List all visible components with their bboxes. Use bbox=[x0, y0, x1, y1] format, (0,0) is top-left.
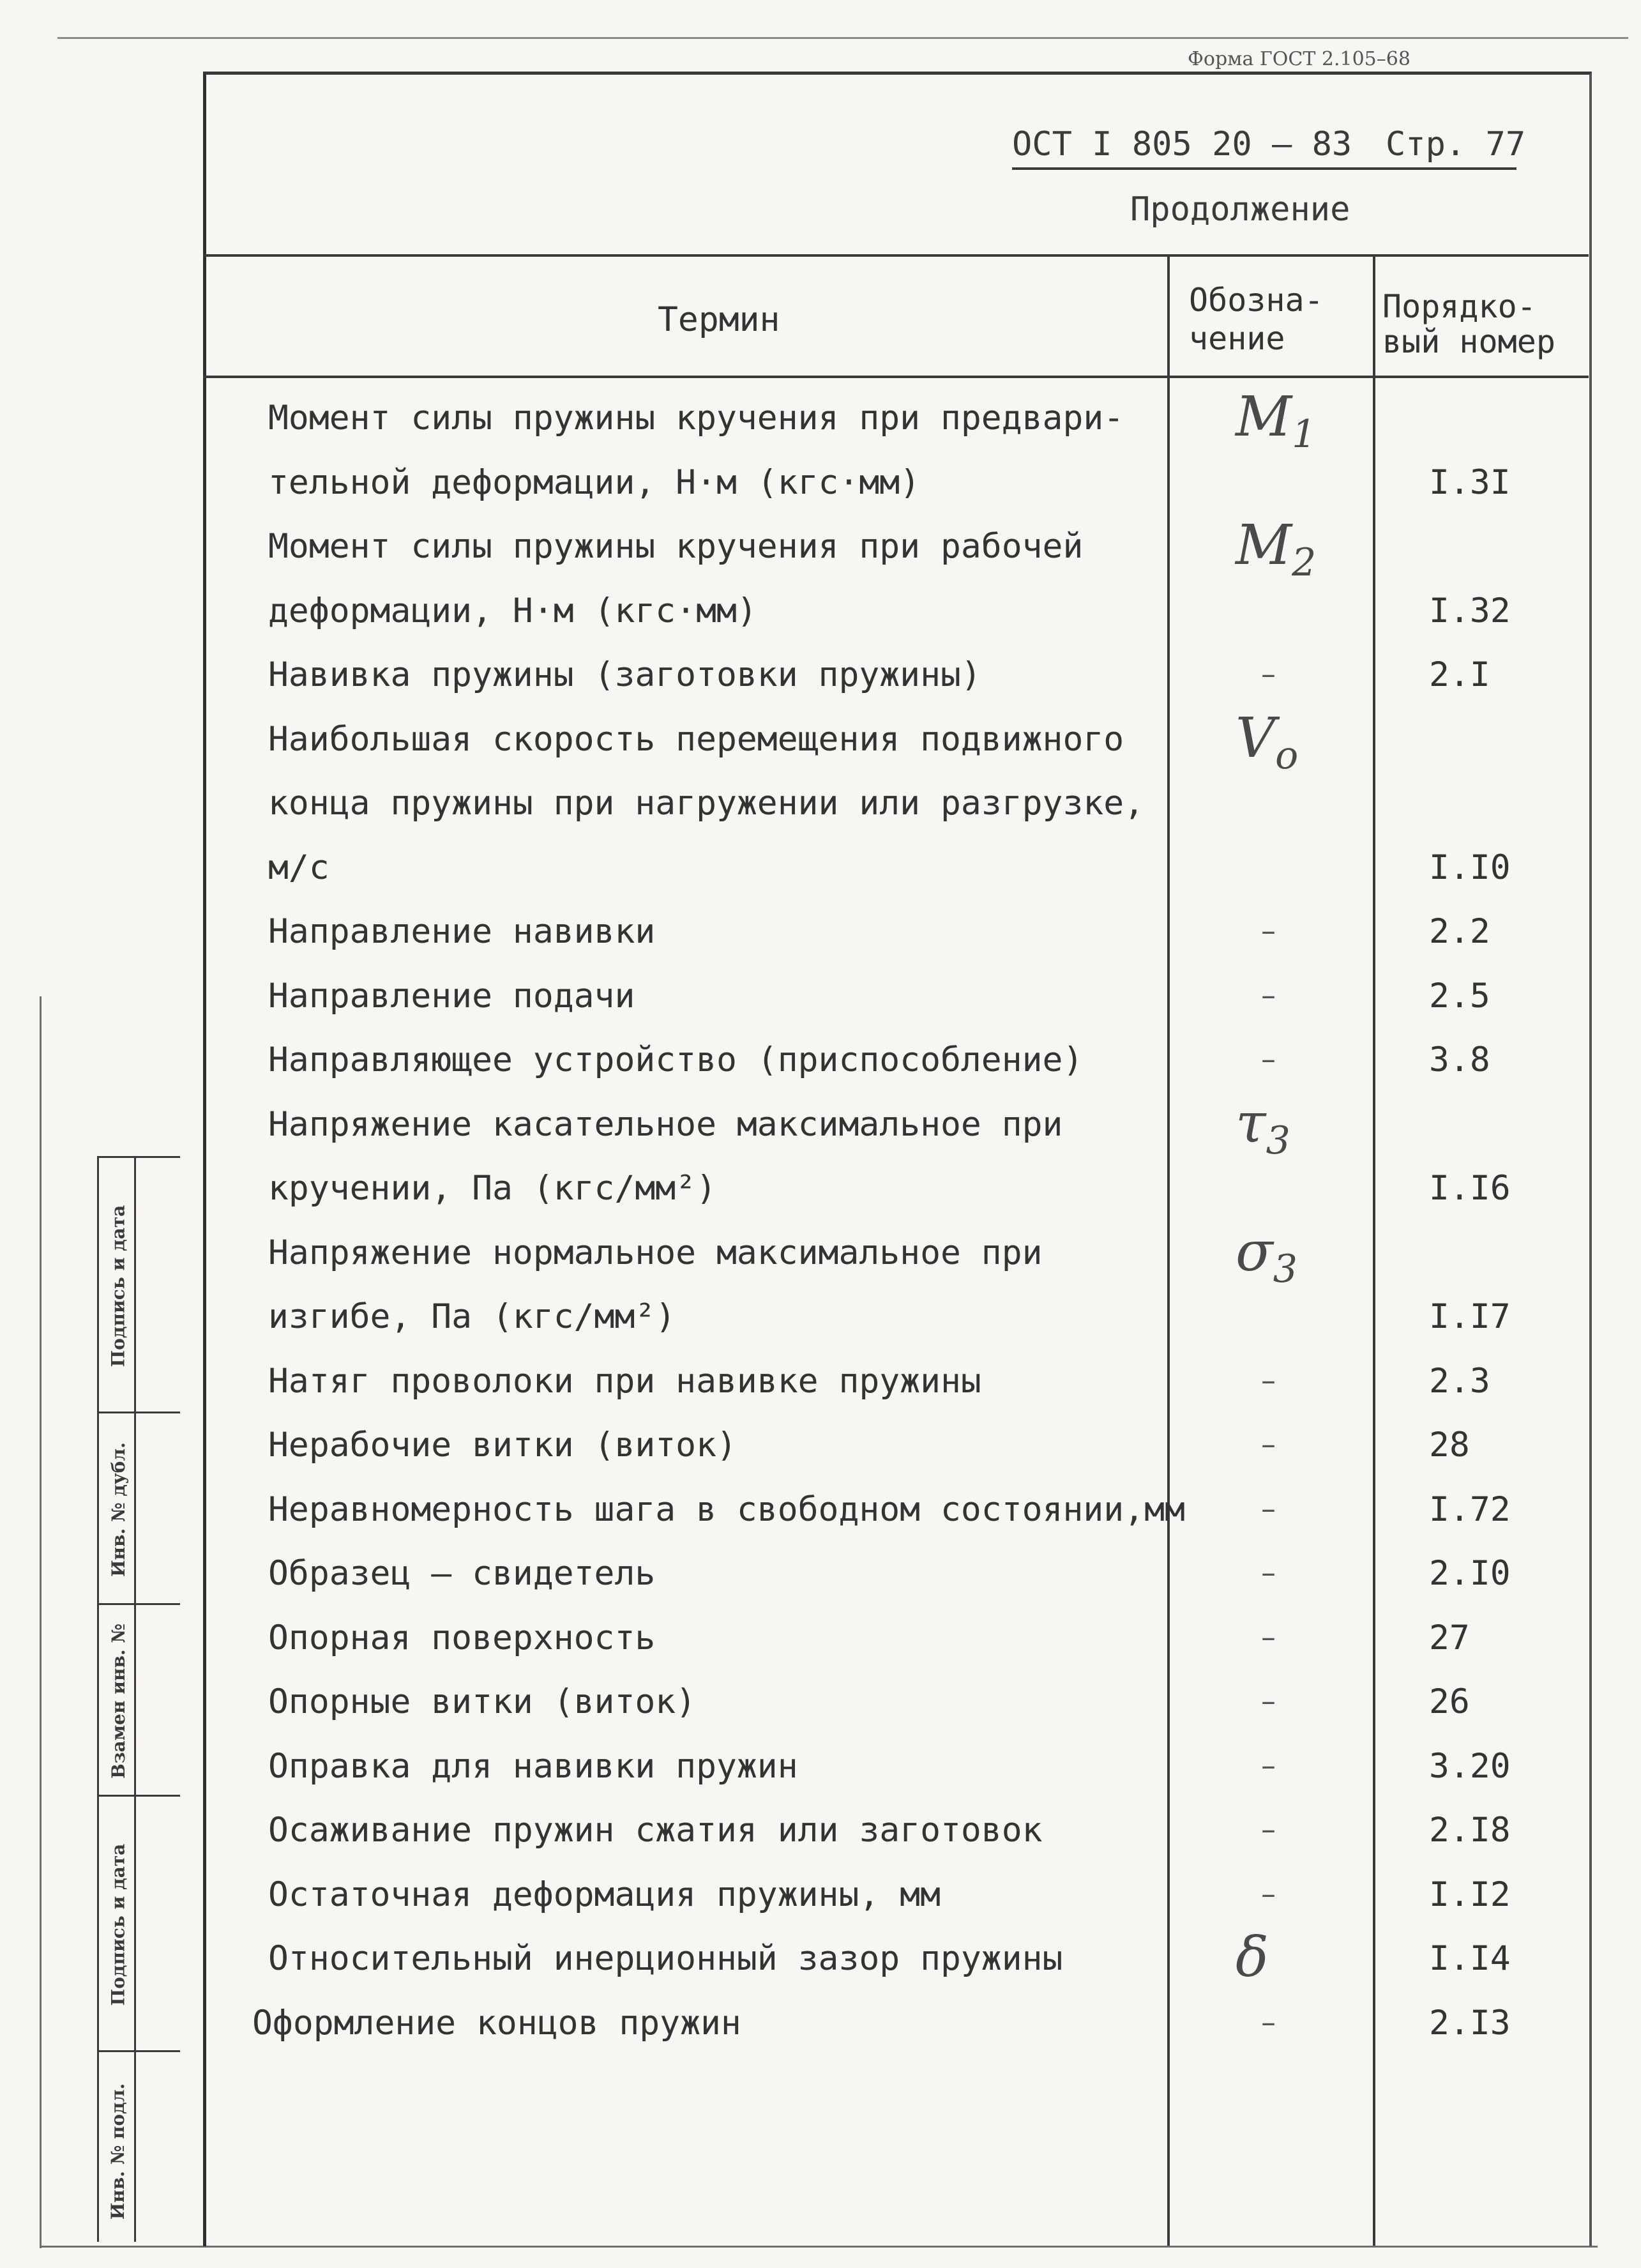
designation-dash: – bbox=[1261, 1555, 1276, 1590]
term-text: Неравномерность шага в свободном состоянии,мм bbox=[268, 1490, 1185, 1529]
ordinal-number: I.I4 bbox=[1429, 1939, 1511, 1978]
designation-dash: – bbox=[1261, 1042, 1276, 1076]
term-text: Момент силы пружины кручения при предвари- bbox=[268, 399, 1124, 438]
term-text: Навивка пружины (заготовки пружины) bbox=[268, 655, 981, 694]
term-text: изгибе, Па (кгс/мм²) bbox=[268, 1297, 676, 1336]
ordinal-number: 28 bbox=[1429, 1426, 1470, 1465]
term-text: Оправка для навивки пружин bbox=[268, 1747, 798, 1786]
designation-dash: – bbox=[1261, 657, 1276, 691]
term-text: Направляющее устройство (приспособление) bbox=[268, 1040, 1084, 1079]
stamp-cell-dup-inv bbox=[97, 1412, 180, 1605]
stamp-cell-replace-inv bbox=[97, 1603, 180, 1797]
designation-symbol bbox=[1236, 1092, 1290, 1163]
outer-frame-left bbox=[40, 996, 42, 2248]
stamp-label: Подпись и дата bbox=[107, 1205, 129, 1367]
designation-symbol bbox=[1236, 1926, 1269, 1990]
symbol-base: τ bbox=[1236, 1092, 1266, 1155]
page-frame bbox=[203, 72, 1592, 2246]
term-text: Направление навивки bbox=[268, 912, 656, 951]
column-divider-1 bbox=[1167, 254, 1170, 2246]
stamp-label: Подпись и дата bbox=[107, 1843, 129, 2005]
term-text: Момент силы пружины кручения при рабочей bbox=[268, 527, 1084, 566]
symbol-base: δ bbox=[1236, 1926, 1269, 1990]
designation-dash: – bbox=[1261, 1684, 1276, 1718]
symbol-base: M bbox=[1236, 514, 1292, 577]
term-text: Нерабочие витки (виток) bbox=[268, 1426, 737, 1465]
ordinal-number: I.I0 bbox=[1429, 848, 1511, 887]
stamp-label: Взамен инв. № bbox=[107, 1623, 129, 1779]
designation-dash: – bbox=[1261, 1491, 1276, 1526]
term-text: Наибольшая скорость перемещения подвижного bbox=[268, 720, 1124, 759]
designation-dash: – bbox=[1261, 1427, 1276, 1461]
column-header-designation-line1: Обозна- bbox=[1189, 282, 1324, 319]
term-text: Напряжение нормальное максимальное при bbox=[268, 1233, 1043, 1272]
designation-symbol bbox=[1236, 514, 1317, 585]
term-text: Относительный инерционный зазор пружины bbox=[268, 1939, 1063, 1978]
continuation-label: Продолжение bbox=[1130, 190, 1350, 229]
term-text: тельной деформации, Н·м (кгс·мм) bbox=[268, 463, 921, 502]
term-text: Натяг проволоки при навивке пружины bbox=[268, 1362, 981, 1401]
designation-symbol bbox=[1236, 1220, 1297, 1291]
ordinal-number: I.I6 bbox=[1429, 1169, 1511, 1208]
ordinal-number: I.I7 bbox=[1429, 1297, 1511, 1336]
symbol-subscript: 2 bbox=[1292, 540, 1317, 585]
ordinal-number: 26 bbox=[1429, 1682, 1470, 1721]
term-text: конца пружины при нагружении или разгрузке, bbox=[268, 784, 1145, 823]
designation-symbol bbox=[1236, 706, 1299, 778]
ordinal-number: I.32 bbox=[1429, 591, 1511, 630]
term-text: м/с bbox=[268, 848, 329, 887]
column-header-number-line1: Порядко- bbox=[1382, 288, 1536, 325]
column-header-term: Термин bbox=[658, 300, 780, 339]
table-top-border bbox=[203, 254, 1589, 257]
side-stamp bbox=[97, 1156, 180, 2255]
designation-dash: – bbox=[1261, 913, 1276, 948]
term-text: Образец – свидетель bbox=[268, 1554, 656, 1593]
ordinal-number: 2.I3 bbox=[1429, 2004, 1511, 2043]
term-text: Остаточная деформация пружины, мм bbox=[268, 1875, 941, 1914]
term-text: деформации, Н·м (кгс·мм) bbox=[268, 591, 757, 630]
designation-dash: – bbox=[1261, 1876, 1276, 1911]
ordinal-number: 2.5 bbox=[1429, 977, 1490, 1016]
ordinal-number: 2.2 bbox=[1429, 912, 1490, 951]
symbol-base: V bbox=[1236, 706, 1276, 770]
page-number: Стр. 77 bbox=[1386, 125, 1526, 164]
ordinal-number: 27 bbox=[1429, 1618, 1470, 1657]
ordinal-number: I.I2 bbox=[1429, 1875, 1511, 1914]
symbol-subscript: o bbox=[1275, 733, 1299, 778]
symbol-base: M bbox=[1236, 385, 1292, 449]
ordinal-number: I.72 bbox=[1429, 1490, 1511, 1529]
ordinal-number: 3.8 bbox=[1429, 1040, 1490, 1079]
stamp-cell-signature-2 bbox=[97, 1795, 180, 2052]
symbol-subscript: 3 bbox=[1273, 1247, 1297, 1291]
form-label: Форма ГОСТ 2.105–68 bbox=[1188, 48, 1410, 70]
stamp-cell-signature-1 bbox=[97, 1156, 180, 1413]
term-text: Оформление концов пружин bbox=[252, 2004, 741, 2043]
ordinal-number: 2.I bbox=[1429, 655, 1490, 694]
designation-dash: – bbox=[1261, 1812, 1276, 1846]
designation-symbol bbox=[1236, 385, 1317, 457]
designation-dash: – bbox=[1261, 978, 1276, 1012]
table-header-bottom-border bbox=[203, 376, 1589, 378]
ordinal-number: 3.20 bbox=[1429, 1747, 1511, 1786]
stamp-label: Инв. № подл. bbox=[107, 2083, 129, 2219]
column-divider-2 bbox=[1373, 254, 1375, 2246]
stamp-cell-orig-inv bbox=[97, 2050, 180, 2250]
term-text: Опорная поверхность bbox=[268, 1618, 656, 1657]
ordinal-number: 2.3 bbox=[1429, 1362, 1490, 1401]
ordinal-number: 2.I0 bbox=[1429, 1554, 1511, 1593]
column-header-designation-line2: чение bbox=[1189, 320, 1285, 357]
designation-dash: – bbox=[1261, 1748, 1276, 1783]
symbol-subscript: 3 bbox=[1266, 1118, 1290, 1163]
designation-dash: – bbox=[1261, 1620, 1276, 1654]
designation-dash: – bbox=[1261, 1363, 1276, 1397]
symbol-subscript: 1 bbox=[1292, 412, 1317, 457]
symbol-base: σ bbox=[1236, 1220, 1273, 1284]
outer-frame-top bbox=[57, 37, 1628, 39]
doc-code: ОСТ I 805 20 – 83 bbox=[1012, 125, 1352, 164]
doc-code-underline bbox=[1012, 167, 1516, 170]
stamp-label: Инв. № дубл. bbox=[107, 1442, 129, 1577]
column-header-number-line2: вый номер bbox=[1382, 323, 1555, 360]
ordinal-number: I.3I bbox=[1429, 463, 1511, 502]
term-text: кручении, Па (кгс/мм²) bbox=[268, 1169, 716, 1208]
ordinal-number: 2.I8 bbox=[1429, 1811, 1511, 1850]
term-text: Опорные витки (виток) bbox=[268, 1682, 697, 1721]
designation-dash: – bbox=[1261, 2005, 1276, 2039]
term-text: Напряжение касательное максимальное при bbox=[268, 1105, 1063, 1144]
term-text: Направление подачи bbox=[268, 977, 635, 1016]
term-text: Осаживание пружин сжатия или заготовок bbox=[268, 1811, 1043, 1850]
